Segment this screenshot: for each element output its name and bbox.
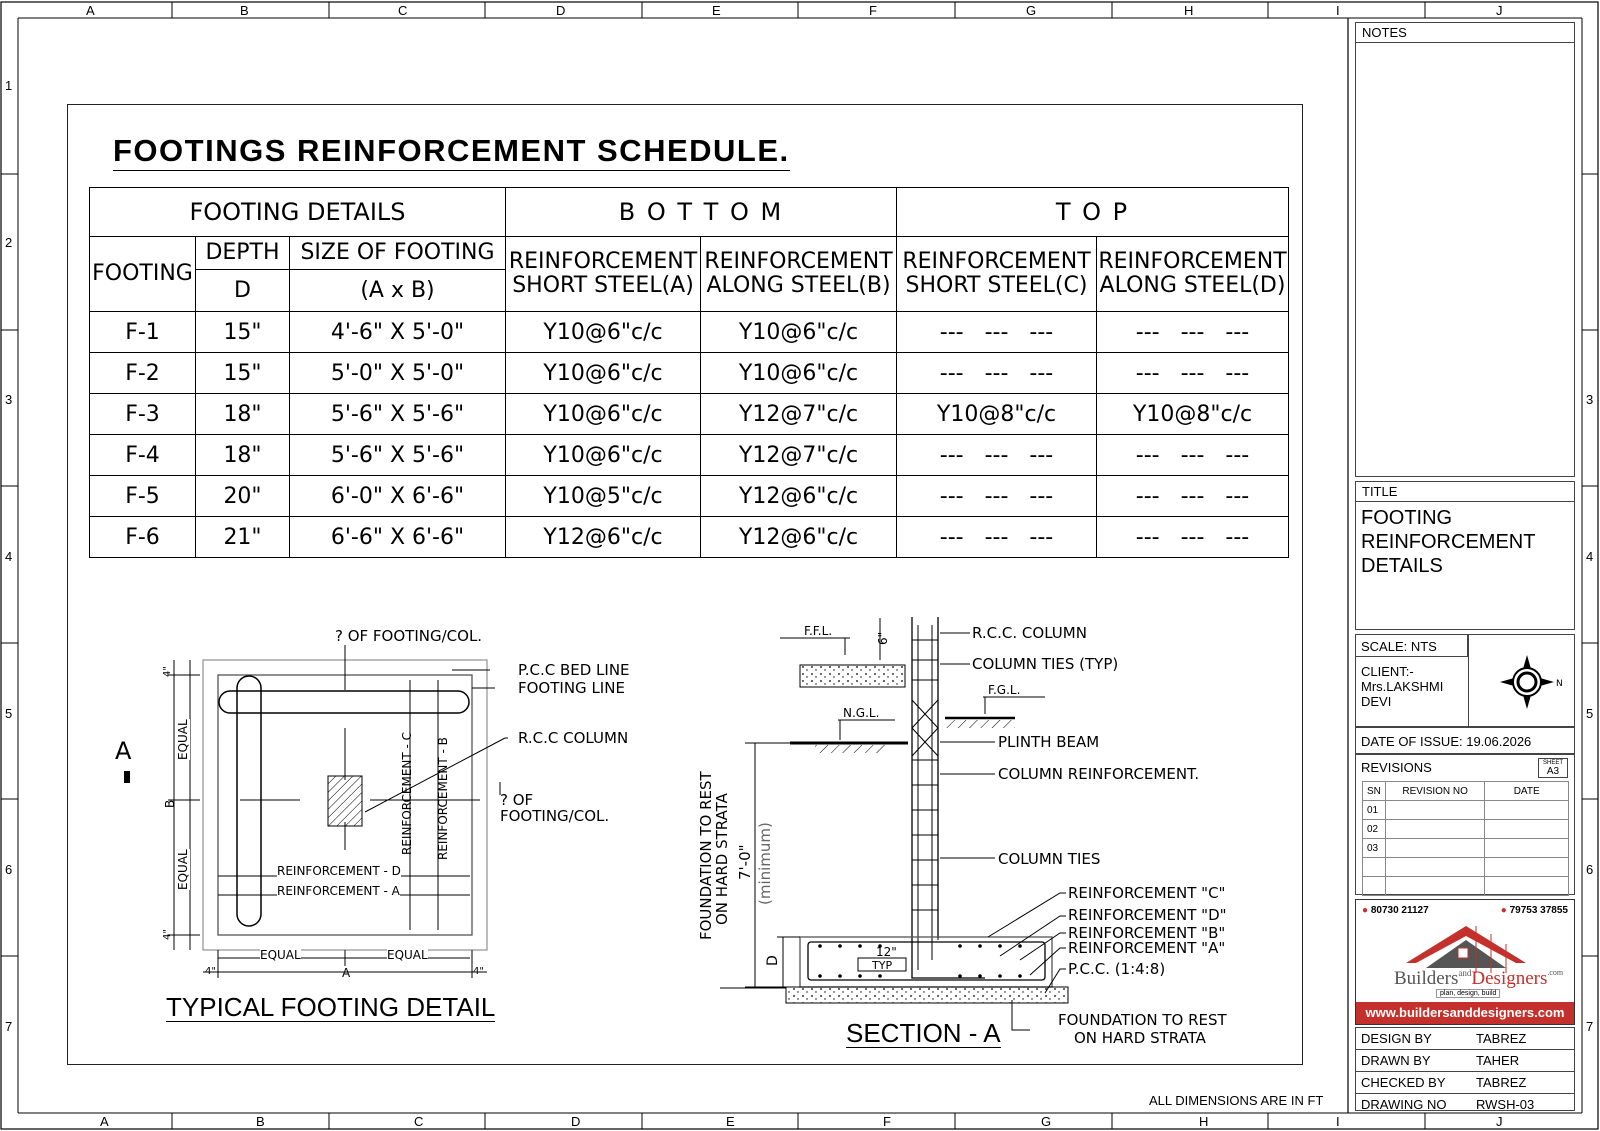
credit-label: DRAWING NO: [1361, 1097, 1447, 1112]
col-top-short: REINFORCEMENT SHORT STEEL(C): [897, 237, 1097, 312]
section-a-title: SECTION - A: [846, 1018, 1001, 1048]
cell-b: Y12@7"c/c: [701, 435, 897, 476]
vertical-foundation-label-1: FOUNDATION TO REST: [697, 771, 715, 940]
cell-d: --- --- ---: [1097, 517, 1289, 558]
dim-4-top: 4": [162, 666, 173, 677]
cell-footing: F-2: [90, 353, 196, 394]
date-of-issue-panel: [1355, 727, 1575, 754]
credit-value: RWSH-03: [1476, 1097, 1535, 1112]
cell-c: --- --- ---: [897, 353, 1097, 394]
credit-row: [1356, 1072, 1574, 1094]
six-inch-label: 6": [876, 631, 890, 645]
grid-col-top-F: F: [869, 3, 877, 18]
cell-size: 5'-6" X 5'-6": [290, 435, 506, 476]
grid-col-bottom-I: I: [1336, 1114, 1340, 1129]
cell-footing: F-5: [90, 476, 196, 517]
dim-4-left: 4": [205, 966, 216, 977]
grid-col-top-D: D: [556, 3, 566, 18]
scale-label: SCALE: NTS: [1356, 635, 1468, 657]
rcc-column-label: R.C.C COLUMN: [518, 729, 629, 747]
fgl-label: F.G.L.: [988, 683, 1021, 697]
grid-col-top-E: E: [712, 3, 721, 18]
cell-size: 4'-6" X 5'-0": [290, 312, 506, 353]
grid-row-right-6: 6: [1586, 862, 1594, 877]
cell-depth: 18": [196, 394, 290, 435]
credit-row: [1356, 1050, 1574, 1072]
revision-row: [1363, 877, 1569, 896]
cell-b: Y12@6"c/c: [701, 476, 897, 517]
rev-header-1: REVISION NO: [1385, 782, 1484, 801]
title-label: TITLE: [1356, 482, 1574, 502]
col-depth: DEPTH: [196, 237, 290, 270]
credit-label: CHECKED BY: [1361, 1075, 1446, 1090]
phone-1: 80730 21127: [1370, 905, 1429, 916]
logo-wordmark: Builders$^{and}$Designers$^{.com}$: [1394, 968, 1564, 989]
rev-header-0: SN: [1363, 782, 1386, 801]
credit-label: DRAWN BY: [1361, 1053, 1431, 1068]
sheet-label: SHEET: [1542, 760, 1563, 766]
cell-c: Y10@8"c/c: [897, 394, 1097, 435]
cell-depth: 20": [196, 476, 290, 517]
cl-right-label-2: FOOTING/COL.: [500, 807, 610, 825]
reinforcement-a-label: REINFORCEMENT "A": [1068, 939, 1226, 957]
column-reinforcement-label: COLUMN REINFORCEMENT.: [998, 765, 1200, 783]
col-size: SIZE OF FOOTING: [290, 237, 506, 270]
cell-a: Y12@6"c/c: [506, 517, 701, 558]
credit-value: TAHER: [1476, 1053, 1520, 1068]
column-ties-typ-label: COLUMN TIES (TYP): [972, 655, 1119, 673]
reinforcement-d-label: REINFORCEMENT "D": [1068, 906, 1227, 924]
client-label: CLIENT:-: [1361, 664, 1414, 679]
grid-col-bottom-J: J: [1496, 1114, 1503, 1129]
plinth-beam-label: PLINTH BEAM: [998, 733, 1100, 751]
col-depth-sub: D: [196, 270, 290, 312]
phone-icon-2: ●: [1500, 905, 1507, 916]
cell-depth: 15": [196, 353, 290, 394]
footing-line-label: FOOTING LINE: [518, 679, 625, 697]
cell-c: --- --- ---: [897, 476, 1097, 517]
group-bottom: B O T T O M: [506, 188, 897, 237]
minimum-label: (minimum): [756, 822, 774, 905]
dim-a-label: A: [342, 966, 351, 980]
typ-label: TYP: [872, 959, 893, 972]
reinforcement-c-label: REINFORCEMENT "C": [1068, 884, 1226, 902]
reinforcement-b-label: REINFORCEMENT "B": [1068, 924, 1226, 942]
equal-bottom-left: EQUAL: [260, 948, 301, 962]
grid-col-top-H: H: [1184, 3, 1194, 18]
col-footing: FOOTING: [90, 237, 196, 312]
cell-footing: F-3: [90, 394, 196, 435]
client-name-1: Mrs.LAKSHMI: [1361, 679, 1444, 694]
credit-value: TABREZ: [1476, 1075, 1527, 1090]
grid-col-top-B: B: [240, 3, 249, 18]
cell-d: Y10@8"c/c: [1097, 394, 1289, 435]
cell-b: Y12@6"c/c: [701, 517, 897, 558]
company-logo-panel: [1355, 899, 1575, 1025]
grid-row-right-5: 5: [1586, 706, 1594, 721]
cl-right-label-1: ? OF: [500, 791, 534, 809]
reinf-a-label: REINFORCEMENT - A: [277, 884, 400, 898]
cell-footing: F-6: [90, 517, 196, 558]
grid-col-top-C: C: [398, 3, 408, 18]
cell-size: 5'-0" X 5'-0": [290, 353, 506, 394]
grid-row-right-3: 3: [1586, 392, 1594, 407]
cell-b: Y10@6"c/c: [701, 312, 897, 353]
section-marker-label: A: [115, 737, 132, 765]
d-dim-label: D: [765, 955, 781, 966]
cell-d: --- --- ---: [1097, 353, 1289, 394]
grid-row-left-1: 1: [5, 78, 13, 93]
ngl-label: N.G.L.: [843, 706, 880, 720]
cell-size: 5'-6" X 5'-6": [290, 394, 506, 435]
grid-col-bottom-G: G: [1041, 1114, 1052, 1129]
cell-c: --- --- ---: [897, 435, 1097, 476]
client-name-2: DEVI: [1361, 694, 1392, 709]
reinf-b-label: REINFORCEMENT - B: [436, 737, 450, 860]
cell-depth: 21": [196, 517, 290, 558]
north-arrow-icon: [1494, 645, 1564, 715]
revision-row: [1363, 801, 1569, 820]
grid-col-bottom-D: D: [571, 1114, 581, 1129]
equal-bottom-right: EQUAL: [387, 948, 428, 962]
credit-row: [1356, 1028, 1574, 1050]
grid-col-bottom-H: H: [1199, 1114, 1209, 1129]
cell-a: Y10@6"c/c: [506, 353, 701, 394]
revisions-label: REVISIONS: [1361, 760, 1432, 775]
credit-label: DESIGN BY: [1361, 1031, 1432, 1046]
cell-b: Y12@7"c/c: [701, 394, 897, 435]
dimensions-note: ALL DIMENSIONS ARE IN FT: [1149, 1093, 1324, 1108]
pcc-label: P.C.C. (1:4:8): [1068, 960, 1166, 978]
seven-foot-label: 7'-0": [736, 844, 754, 880]
rev-sn: 02: [1363, 820, 1386, 839]
col-bottom-short: REINFORCEMENT SHORT STEEL(A): [506, 237, 701, 312]
pcc-bed-label: P.C.C BED LINE: [518, 661, 630, 679]
title-line-3: DETAILS: [1361, 555, 1443, 577]
grid-col-bottom-E: E: [726, 1114, 735, 1129]
dim-4-right: 4": [473, 966, 484, 977]
foundation-label-1: FOUNDATION TO REST: [1058, 1011, 1227, 1029]
rev-header-2: DATE: [1485, 782, 1569, 801]
equal-left-bottom: EQUAL: [176, 849, 190, 890]
equal-left-top: EQUAL: [176, 719, 190, 760]
title-line-1: FOOTING: [1361, 507, 1453, 529]
notes-panel: [1355, 22, 1575, 477]
grid-row-left-7: 7: [5, 1019, 13, 1034]
typical-footing-title: TYPICAL FOOTING DETAIL: [166, 992, 496, 1022]
cell-d: --- --- ---: [1097, 476, 1289, 517]
cell-a: Y10@6"c/c: [506, 312, 701, 353]
cell-b: Y10@6"c/c: [701, 353, 897, 394]
twelve-inch-label: 12": [876, 945, 897, 959]
col-size-sub: (A x B): [290, 270, 506, 312]
col-top-along: REINFORCEMENT ALONG STEEL(D): [1097, 237, 1289, 312]
notes-label: NOTES: [1356, 23, 1574, 43]
rev-sn: 01: [1363, 801, 1386, 820]
phone-2: 79753 37855: [1509, 905, 1568, 916]
col-bottom-along: REINFORCEMENT ALONG STEEL(B): [701, 237, 897, 312]
vertical-foundation-label-2: ON HARD STRATA: [713, 793, 731, 925]
rev-sn: [1363, 858, 1386, 877]
ffl-label: F.F.L.: [804, 624, 833, 638]
title-panel: [1355, 481, 1575, 630]
grid-col-bottom-A: A: [100, 1114, 109, 1129]
credit-value: TABREZ: [1476, 1031, 1527, 1046]
grid-row-right-4: 4: [1586, 549, 1594, 564]
rev-sn: 03: [1363, 839, 1386, 858]
cell-c: --- --- ---: [897, 517, 1097, 558]
dim-b-label: B: [163, 799, 177, 808]
cell-size: 6'-6" X 6'-6": [290, 517, 506, 558]
grid-col-top-A: A: [86, 3, 95, 18]
grid-col-bottom-B: B: [256, 1114, 265, 1129]
cell-d: --- --- ---: [1097, 435, 1289, 476]
rev-sn: [1363, 877, 1386, 896]
credit-row: [1356, 1094, 1574, 1115]
logo-tagline: plan, design, build: [1436, 989, 1500, 998]
group-top: T O P: [897, 188, 1289, 237]
grid-row-right-7: 7: [1586, 1019, 1594, 1034]
cell-footing: F-4: [90, 435, 196, 476]
revision-row: [1363, 858, 1569, 877]
revision-row: [1363, 820, 1569, 839]
cell-a: Y10@6"c/c: [506, 435, 701, 476]
rcc-column-label-section: R.C.C. COLUMN: [972, 624, 1087, 642]
grid-col-top-J: J: [1496, 3, 1503, 18]
grid-col-top-G: G: [1026, 3, 1037, 18]
grid-row-left-6: 6: [5, 862, 13, 877]
dim-4-bottom: 4": [162, 929, 173, 940]
reinf-d-label: REINFORCEMENT - D: [277, 864, 401, 878]
revisions-panel: [1355, 754, 1575, 895]
scale-client-panel: [1355, 634, 1575, 727]
cell-a: Y10@6"c/c: [506, 394, 701, 435]
revisions-table: [1362, 781, 1569, 896]
website-banner: www.buildersanddesigners.com: [1356, 1002, 1574, 1024]
title-line-2: REINFORCEMENT: [1361, 531, 1536, 553]
grid-row-left-3: 3: [5, 392, 13, 407]
grid-row-left-5: 5: [5, 706, 13, 721]
cell-size: 6'-0" X 6'-6": [290, 476, 506, 517]
grid-row-left-4: 4: [5, 549, 13, 564]
reinf-c-label: REINFORCEMENT - C: [400, 731, 414, 855]
column-ties-label: COLUMN TIES: [998, 850, 1101, 868]
cell-d: --- --- ---: [1097, 312, 1289, 353]
cell-depth: 18": [196, 435, 290, 476]
credits-panel: [1355, 1027, 1575, 1111]
grid-col-bottom-F: F: [883, 1114, 891, 1129]
phone-icon-1: ●: [1362, 905, 1369, 916]
svg-text:N: N: [1556, 679, 1563, 689]
grid-row-left-2: 2: [5, 235, 13, 250]
cell-depth: 15": [196, 312, 290, 353]
cl-top-label: ? OF FOOTING/COL.: [335, 627, 483, 645]
revision-row: [1363, 839, 1569, 858]
foundation-label-2: ON HARD STRATA: [1074, 1029, 1206, 1047]
cell-c: --- --- ---: [897, 312, 1097, 353]
grid-col-top-I: I: [1336, 3, 1340, 18]
schedule-title: FOOTINGS REINFORCEMENT SCHEDULE.: [113, 133, 790, 171]
date-of-issue: DATE OF ISSUE: 19.06.2026: [1361, 734, 1532, 749]
sheet-value: A3: [1546, 766, 1560, 777]
group-footing-details: FOOTING DETAILS: [90, 188, 506, 237]
grid-col-bottom-C: C: [414, 1114, 424, 1129]
cell-a: Y10@5"c/c: [506, 476, 701, 517]
cell-footing: F-1: [90, 312, 196, 353]
